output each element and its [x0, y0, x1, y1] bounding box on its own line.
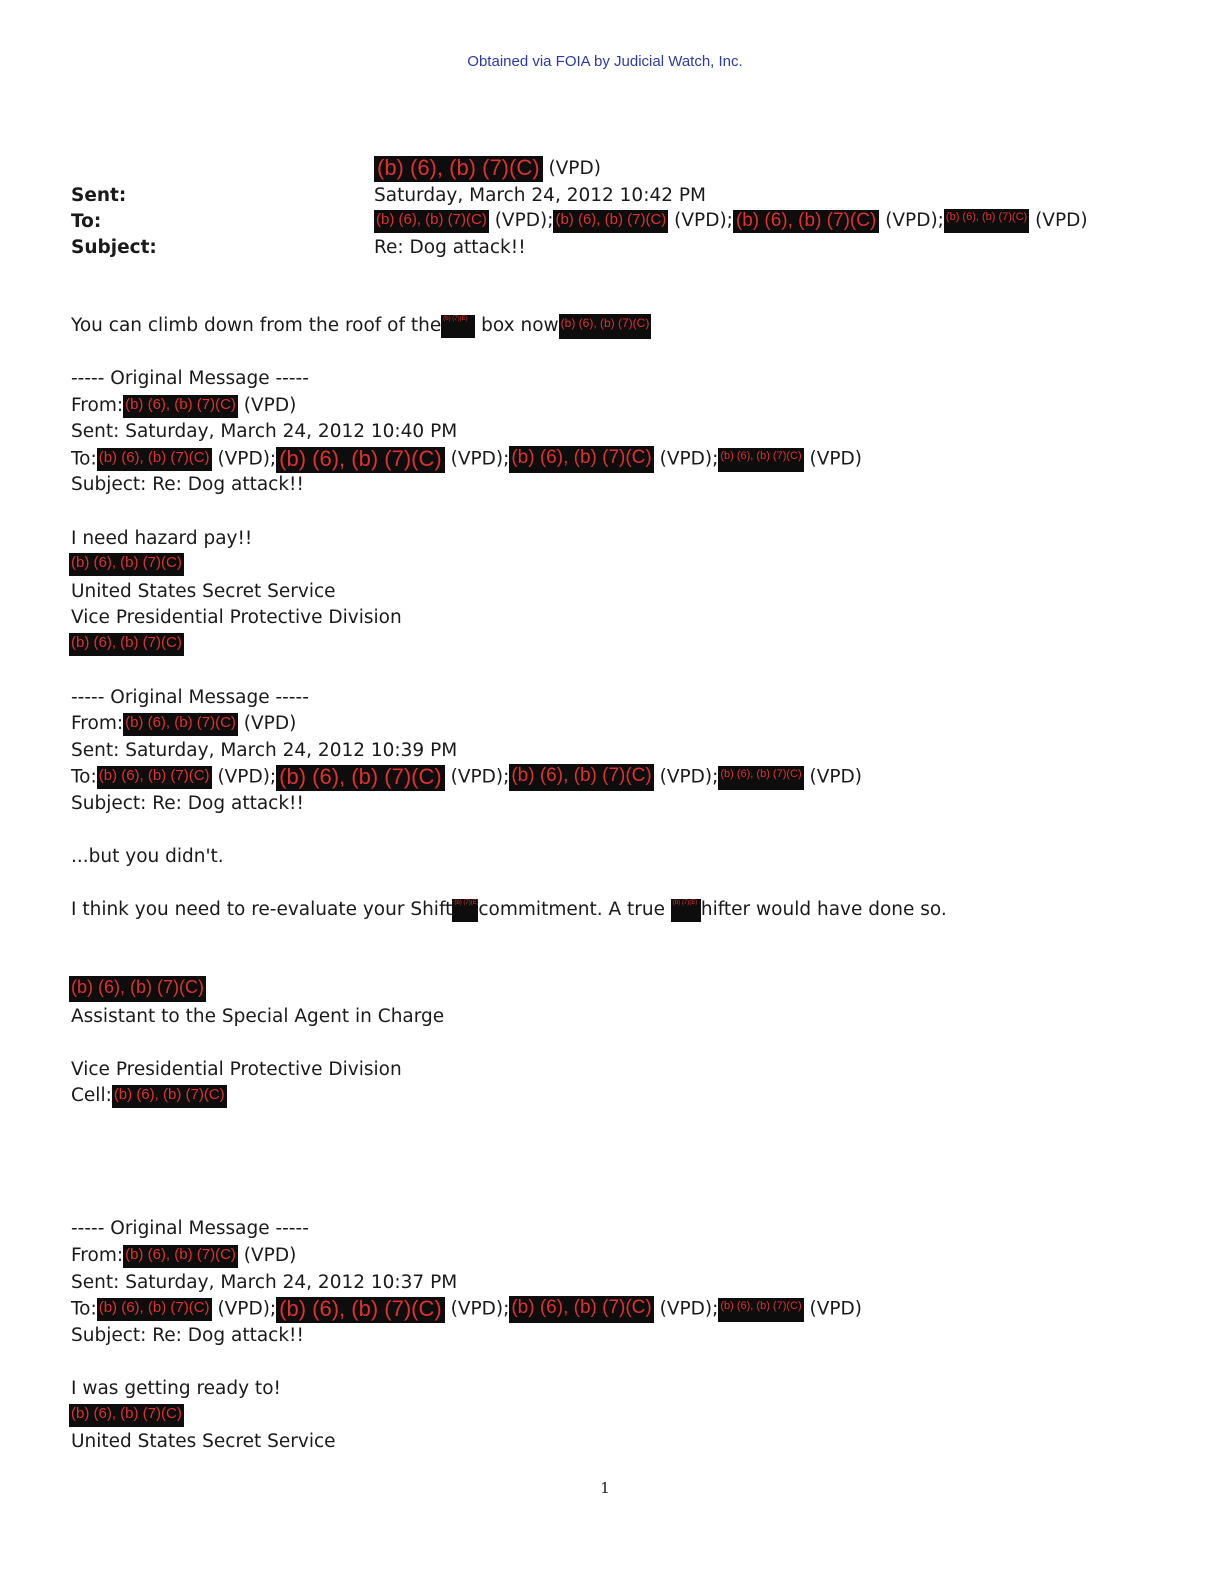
- from-label: From:: [71, 713, 124, 734]
- redaction: (b) (6), (b) (7)(C): [718, 766, 803, 790]
- header-from: [374, 156, 601, 182]
- redaction: (b) (6), (b) (7)(C): [97, 448, 212, 471]
- vpd-tag: (VPD);: [659, 1298, 719, 1320]
- msg-subject: Subject: Re: Dog attack!!: [71, 1325, 304, 1346]
- redaction: (b) (6), (b) (7)(C): [69, 976, 206, 1002]
- vpd-tag: (VPD): [809, 448, 863, 470]
- redaction: (b) (6), (b) (7)(C): [944, 209, 1029, 233]
- foia-watermark: Obtained via FOIA by Judicial Watch, Inc.: [467, 53, 743, 70]
- redaction: (b) (6), (b) (7)(C): [123, 1245, 238, 1268]
- vpd-tag: (VPD);: [217, 448, 277, 470]
- msg-from: [71, 393, 296, 419]
- msg-body: ...but you didn't.: [71, 846, 224, 867]
- msg-body: [71, 897, 947, 923]
- msg-to: [71, 1296, 862, 1323]
- to-label: To:: [71, 1298, 97, 1320]
- msg-sent: Sent: Saturday, March 24, 2012 10:40 PM: [71, 421, 458, 442]
- signature-division: Vice Presidential Protective Division: [71, 1059, 402, 1080]
- redaction: (b) (6), (b) (7)(C): [97, 1298, 212, 1321]
- to-label: To:: [71, 211, 102, 232]
- vpd-tag: (VPD);: [885, 210, 944, 231]
- redaction: (b) (6), (b) (7)(C): [559, 314, 652, 339]
- subject-value: Re: Dog attack!!: [374, 237, 526, 258]
- msg-to: [71, 764, 862, 791]
- redaction: (b) (6), (b) (7)(C): [69, 633, 184, 656]
- redaction: (b) (6), (b) (7)(C): [276, 447, 445, 473]
- signature-division: Vice Presidential Protective Division: [71, 607, 402, 628]
- redaction: (b) (6), (b) (7)(C): [718, 1298, 803, 1322]
- redaction: (b) (6), (b) (7)(C): [123, 713, 238, 736]
- redaction: (b) (7)(E): [441, 315, 475, 338]
- msg-body: I was getting ready to!: [71, 1378, 281, 1399]
- msg-subject: Subject: Re: Dog attack!!: [71, 474, 304, 495]
- vpd-tag: (VPD);: [674, 210, 733, 231]
- body-text: I think you need to re-evaluate your Shift: [71, 899, 453, 920]
- vpd-tag: (VPD): [809, 766, 863, 788]
- original-message-divider: ----- Original Message -----: [71, 1218, 309, 1239]
- vpd-tag: (VPD): [243, 1245, 297, 1266]
- msg-body: I need hazard pay!!: [71, 528, 253, 549]
- redaction: (b) (6), (b) (7)(C): [69, 1404, 184, 1427]
- signature-title: Assistant to the Special Agent in Charge: [71, 1006, 445, 1027]
- vpd-tag: (VPD);: [217, 1298, 277, 1320]
- to-recipients: [374, 208, 1088, 234]
- from-label: From:: [71, 395, 124, 416]
- redaction: (b) (6), (b) (7)(C): [374, 156, 543, 182]
- signature-name: [71, 551, 184, 577]
- vpd-tag: (VPD);: [217, 766, 277, 788]
- body-text: hifter would have done so.: [700, 899, 947, 920]
- vpd-tag: (VPD);: [450, 766, 510, 788]
- vpd-tag: (VPD): [243, 395, 297, 416]
- redaction: (b) (6), (b) (7)(C): [553, 210, 668, 233]
- redaction: (b) (6), (b) (7)(C): [276, 765, 445, 791]
- sent-value: Saturday, March 24, 2012 10:42 PM: [374, 185, 706, 206]
- redaction: (b) (7)(E): [452, 899, 478, 922]
- signature-phone: [71, 631, 184, 657]
- signature-cell: [71, 1083, 227, 1109]
- signature-org: United States Secret Service: [71, 581, 336, 602]
- vpd-tag: (VPD);: [659, 448, 719, 470]
- vpd-tag: (VPD): [548, 158, 601, 179]
- msg-to: [71, 446, 862, 473]
- reply-body: [71, 313, 651, 339]
- subject-label: Subject:: [71, 237, 157, 258]
- vpd-tag: (VPD);: [494, 210, 554, 231]
- to-label: To:: [71, 448, 97, 470]
- redaction: (b) (6), (b) (7)(C): [374, 210, 489, 233]
- page-number: 1: [600, 1479, 610, 1497]
- msg-sent: Sent: Saturday, March 24, 2012 10:39 PM: [71, 740, 458, 761]
- body-text: commitment. A true: [478, 899, 665, 920]
- redaction: (b) (6), (b) (7)(C): [733, 210, 879, 233]
- signature-name: [71, 976, 206, 1002]
- redaction: (b) (6), (b) (7)(C): [509, 764, 653, 791]
- signature-name: [71, 1402, 184, 1428]
- original-message-divider: ----- Original Message -----: [71, 687, 309, 708]
- msg-from: [71, 711, 296, 737]
- vpd-tag: (VPD);: [450, 1298, 510, 1320]
- redaction: (b) (6), (b) (7)(C): [509, 1296, 653, 1323]
- vpd-tag: (VPD);: [659, 766, 719, 788]
- reply-text: You can climb down from the roof of the: [71, 315, 442, 336]
- msg-from: [71, 1243, 296, 1269]
- sent-label: Sent:: [71, 185, 127, 206]
- vpd-tag: (VPD);: [450, 448, 510, 470]
- cell-label: Cell:: [71, 1085, 112, 1106]
- redaction: (b) (6), (b) (7)(C): [718, 448, 803, 472]
- reply-text: box now: [481, 315, 559, 336]
- redaction: (b) (7)(E): [671, 899, 701, 922]
- to-label: To:: [71, 766, 97, 788]
- signature-org: United States Secret Service: [71, 1431, 336, 1452]
- msg-sent: Sent: Saturday, March 24, 2012 10:37 PM: [71, 1272, 458, 1293]
- from-label: From:: [71, 1245, 124, 1266]
- redaction: (b) (6), (b) (7)(C): [112, 1085, 227, 1108]
- vpd-tag: (VPD): [809, 1298, 863, 1320]
- redaction: (b) (6), (b) (7)(C): [509, 446, 653, 473]
- original-message-divider: ----- Original Message -----: [71, 368, 309, 389]
- redaction: (b) (6), (b) (7)(C): [97, 766, 212, 789]
- vpd-tag: (VPD): [243, 713, 297, 734]
- redaction: (b) (6), (b) (7)(C): [276, 1297, 445, 1323]
- redaction: (b) (6), (b) (7)(C): [69, 553, 184, 576]
- redaction: (b) (6), (b) (7)(C): [123, 395, 238, 418]
- vpd-tag: (VPD): [1035, 210, 1088, 231]
- msg-subject: Subject: Re: Dog attack!!: [71, 793, 304, 814]
